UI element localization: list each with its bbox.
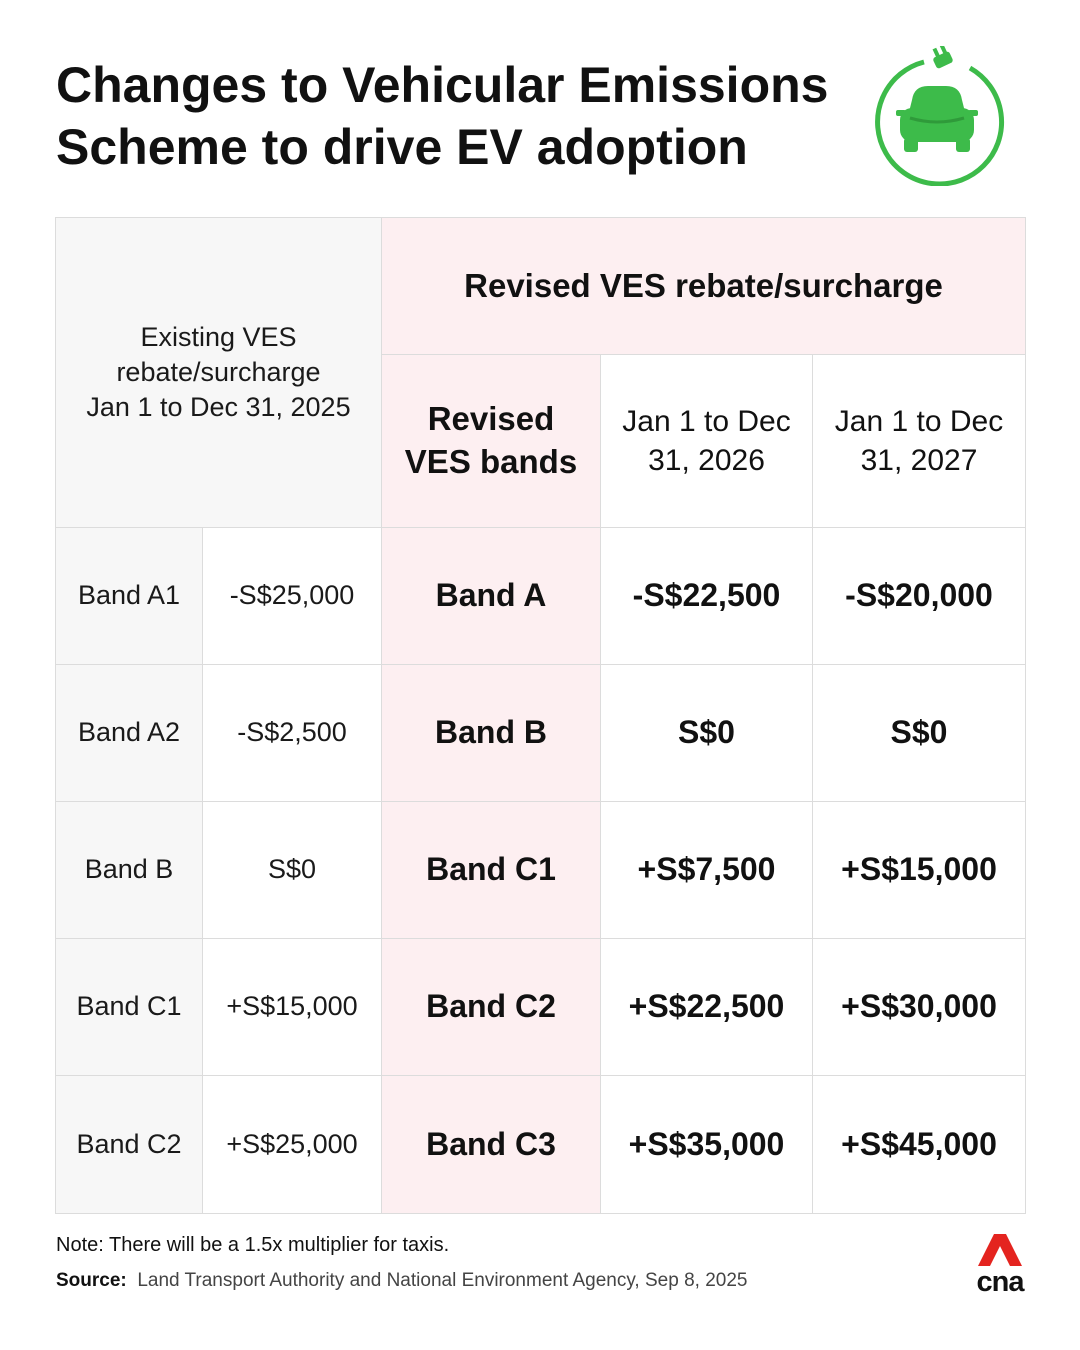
old-band-cell: Band B bbox=[56, 802, 203, 939]
page-title: Changes to Vehicular Emissions Scheme to drive EV adoption bbox=[56, 57, 829, 175]
table-row bbox=[56, 939, 1026, 1076]
value-2026-cell: -S$22,500 bbox=[601, 528, 813, 665]
value-2026-cell: +S$22,500 bbox=[601, 939, 813, 1076]
value-2026-cell: +S$35,000 bbox=[601, 1076, 813, 1214]
value-2026-cell: +S$7,500 bbox=[601, 802, 813, 939]
ev-car-plug-icon bbox=[866, 46, 1006, 186]
value-2027-cell: -S$20,000 bbox=[813, 528, 1026, 665]
old-band-cell: Band A2 bbox=[56, 665, 203, 802]
new-band-cell: Band C2 bbox=[382, 939, 601, 1076]
revised-bands-header: Revised VES bands bbox=[382, 355, 601, 528]
table-row bbox=[56, 528, 1026, 665]
source-label: Source: bbox=[56, 1270, 127, 1291]
old-band-cell: Band C2 bbox=[56, 1076, 203, 1214]
old-band-cell: Band A1 bbox=[56, 528, 203, 665]
source-text: Land Transport Authority and National Environment Agency, Sep 8, 2025 bbox=[137, 1270, 748, 1291]
value-2027-cell: S$0 bbox=[813, 665, 1026, 802]
old-value-cell: S$0 bbox=[203, 802, 382, 939]
new-band-cell: Band C3 bbox=[382, 1076, 601, 1214]
existing-ves-header: Existing VES rebate/surcharge Jan 1 to Dec 31, 2025 bbox=[56, 218, 382, 528]
old-value-cell: -S$2,500 bbox=[203, 665, 382, 802]
ves-table bbox=[55, 217, 1026, 1214]
cna-logo-text: cna bbox=[976, 1266, 1024, 1298]
value-2027-cell: +S$45,000 bbox=[813, 1076, 1026, 1214]
old-value-cell: -S$25,000 bbox=[203, 528, 382, 665]
year-2026-header: Jan 1 to Dec 31, 2026 bbox=[601, 355, 813, 528]
table-row bbox=[56, 1076, 1026, 1214]
old-value-cell: +S$15,000 bbox=[203, 939, 382, 1076]
year-2027-header: Jan 1 to Dec 31, 2027 bbox=[813, 355, 1026, 528]
value-2027-cell: +S$15,000 bbox=[813, 802, 1026, 939]
value-2027-cell: +S$30,000 bbox=[813, 939, 1026, 1076]
old-band-cell: Band C1 bbox=[56, 939, 203, 1076]
new-band-cell: Band C1 bbox=[382, 802, 601, 939]
value-2026-cell: S$0 bbox=[601, 665, 813, 802]
new-band-cell: Band B bbox=[382, 665, 601, 802]
table-row bbox=[56, 802, 1026, 939]
old-value-cell: +S$25,000 bbox=[203, 1076, 382, 1214]
footnote: Note: There will be a 1.5x multiplier for taxis. bbox=[56, 1234, 450, 1256]
new-band-cell: Band A bbox=[382, 528, 601, 665]
revised-ves-header: Revised VES rebate/surcharge bbox=[382, 218, 1026, 355]
source-line bbox=[56, 1270, 747, 1292]
table-row bbox=[56, 665, 1026, 802]
